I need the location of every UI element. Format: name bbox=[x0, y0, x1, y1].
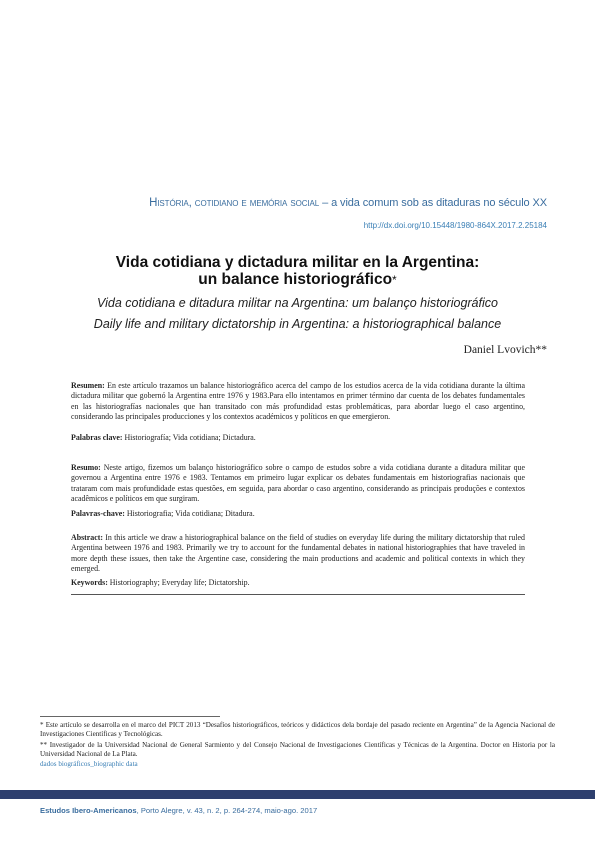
footnote-divider bbox=[40, 716, 220, 717]
keywords-english bbox=[71, 578, 525, 588]
keywords-portuguese bbox=[71, 509, 525, 519]
keywords-english-text: Historiography; Everyday life; Dictatorship. bbox=[107, 578, 250, 587]
series-heading-smallcaps: História, cotidiano e memória social bbox=[149, 197, 320, 209]
subtitle-portuguese: Vida cotidiana e ditadura militar na Argentina: um balanço historiográfico bbox=[97, 296, 498, 310]
keywords-english-label: Keywords: bbox=[71, 578, 108, 587]
abstract-portuguese bbox=[71, 463, 525, 505]
series-heading bbox=[149, 197, 547, 209]
abstract-divider bbox=[71, 594, 525, 595]
footnote-2: ** Investigador de la Universidad Nacional de General Sarmiento y del Consejo Nacional de Investigaciones Científicas y Técnicas de la Argentina. Doctor en Historia por la Universidad Nacional de La Plata. bbox=[40, 741, 555, 759]
footnote-mark[interactable]: * bbox=[392, 273, 397, 287]
abstract-spanish-text: En este artículo trazamos un balance historiográfico acerca del campo de los estudios acerca de la vida cotidiana durante la última dictadura militar que gobernó la Argentina entre 1976 y 1983.Para ello intentamos en primer término dar cuenta de los debates fundamentales en las historiografías nacionales que han transitado con más profundidad estas problemáticas, para abordar luego el caso argentino, considerando las principales producciones y los contextos académicos y políticos en que emergieron. bbox=[71, 381, 525, 422]
journal-citation bbox=[40, 806, 317, 815]
abstract-english bbox=[71, 533, 525, 575]
footer-bar bbox=[0, 790, 595, 799]
title-line-2 bbox=[60, 271, 535, 289]
footnote-1: * Este artículo se desarrolla en el marco del PICT 2013 “Desafíos historiográficos, teóricos y didácticos dela bordaje del pasado reciente en Argentina” de la Agencia Nacional de Investigaciones Científicas y Tecnológicas. bbox=[40, 721, 555, 739]
keywords-spanish-label: Palabras clave: bbox=[71, 433, 123, 442]
author-name: Daniel Lvovich** bbox=[463, 344, 547, 356]
keywords-portuguese-text: Historiografia; Vida cotidiana; Ditadura. bbox=[124, 509, 255, 518]
abstract-portuguese-text: Neste artigo, fizemos um balanço historiográfico sobre o campo de estudos sobre a vida cotidiana durante a ditadura militar que governou a Argentina entre 1976 e 1983. Tentamos em primeiro lugar explicar os debates fundamentais em historiografias nacionais que trataram com mais profundidade estas questões, em seguida, para abordar o caso argentino, considerando as principais produções e contextos acadêmicos e políticos em que surgiram. bbox=[71, 463, 525, 504]
keywords-spanish bbox=[71, 433, 525, 443]
abstract-spanish bbox=[71, 381, 525, 423]
abstract-english-text: In this article we draw a historiographical balance on the field of studies on everyday life during the military dictatorship that ruled Argentina between 1976 and 1983. Primarily we try to account for the fundamental debates in national historiographies that have traveled in more depth these issues, then take the Argentine case, considering the main productions and academic and political contexts in which they emerged. bbox=[71, 533, 525, 574]
subtitle-english: Daily life and military dictatorship in Argentina: a historiographical balance bbox=[93, 317, 502, 331]
abstract-spanish-label: Resumen: bbox=[71, 381, 105, 390]
title-line-2-text: un balance historiográfico bbox=[198, 271, 393, 288]
title-line-1: Vida cotidiana y dictadura militar en la Argentina: bbox=[115, 254, 480, 271]
abstract-portuguese-label: Resumo: bbox=[71, 463, 101, 472]
journal-issue: , Porto Alegre, v. 43, n. 2, p. 264-274, maio-ago. 2017 bbox=[136, 806, 318, 815]
article-title bbox=[60, 254, 535, 289]
series-heading-rest: – a vida comum sob as ditaduras no século XX bbox=[319, 197, 547, 209]
keywords-portuguese-label: Palavras-chave: bbox=[71, 509, 125, 518]
keywords-spanish-text: Historiografía; Vida cotidiana; Dictadura. bbox=[122, 433, 256, 442]
doi-link[interactable]: http://dx.doi.org/10.15448/1980-864X.2017.2.25184 bbox=[363, 221, 547, 230]
biographic-data-link[interactable]: dados biográficos_biographic data bbox=[40, 760, 138, 768]
abstract-english-label: Abstract: bbox=[71, 533, 103, 542]
journal-name: Estudos Ibero-Americanos bbox=[40, 806, 137, 815]
